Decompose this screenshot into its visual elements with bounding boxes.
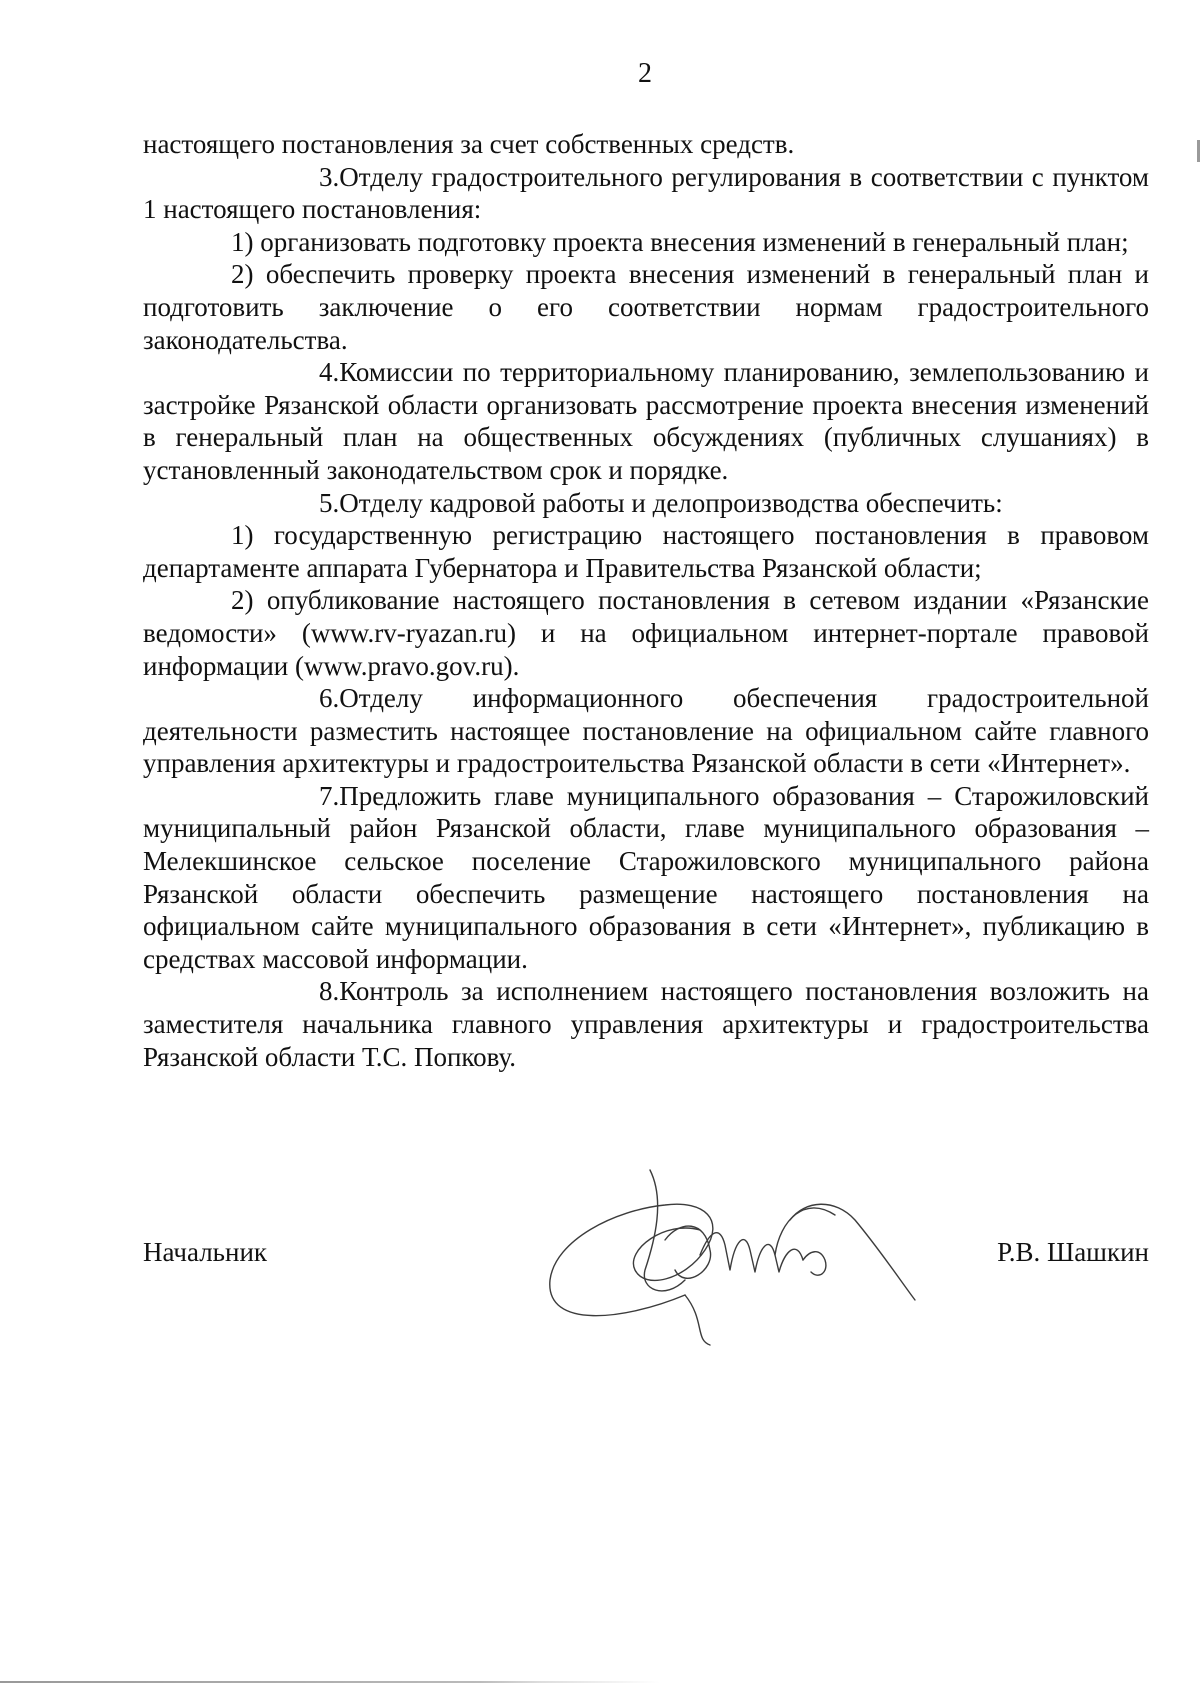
paragraph-subitem-3-1: [143, 226, 1149, 259]
paragraph-item-6: [143, 682, 1149, 780]
paragraph-text: 1) организовать подготовку проекта внесения изменений в генеральный план;: [231, 226, 1129, 257]
page-number: 2: [638, 58, 652, 89]
paragraph-number: 3.: [319, 161, 340, 192]
paragraph-subitem-5-2: [143, 584, 1149, 682]
paragraph-subitem-5-1: [143, 519, 1149, 584]
paragraph-text: 1) государственную регистрацию настоящего постановления в правовом департаменте аппарата Губернатора и Правительства Рязанской области;: [143, 520, 1149, 583]
paragraph-continuation: [143, 128, 1149, 161]
signatory-name: Р.В. Шашкин: [997, 1237, 1149, 1267]
paragraph-text: 2) обеспечить проверку проекта внесения изменений в генеральный план и подготовить заключение о его соответствии нормам градостроительного законодательства.: [143, 259, 1149, 355]
scan-artifact-bottom: [0, 1681, 1200, 1683]
paragraph-number: 7.: [319, 780, 340, 811]
paragraph-number: 6.: [319, 683, 340, 714]
paragraph-number: 8.: [319, 976, 340, 1007]
paragraph-text: Комиссии по территориальному планированию, землепользованию и застройке Рязанской области организовать рассмотрение проекта внесения изменений в генеральный план на общественных обсуждениях (публичных слушаниях) в установленный законодательством срок и порядке.: [143, 357, 1149, 485]
paragraph-item-4: [143, 356, 1149, 486]
paragraph-item-8: [143, 975, 1149, 1073]
paragraph-text: Отделу кадровой работы и делопроизводства обеспечить:: [339, 487, 1003, 518]
paragraph-text: Отделу градостроительного регулирования в соответствии с пунктом 1 настоящего постановления:: [143, 161, 1149, 225]
paragraph-item-3: [143, 161, 1149, 226]
document-body: [143, 128, 1149, 1073]
paragraph-text: Контроль за исполнением настоящего постановления возложить на заместителя начальника главного управления архитектуры и градостроительства Рязанской области Т.С. Попкову.: [143, 976, 1149, 1072]
handwritten-signature: [535, 1160, 925, 1350]
paragraph-text: настоящего постановления за счет собственных средств.: [143, 129, 795, 159]
signatory-position: Начальник: [143, 1237, 268, 1267]
paragraph-text: Предложить главе муниципального образования – Старожиловский муниципальный район Рязанской области, главе муниципального образования – Мелекшинское сельское поселение Старожиловского муниципального района Рязанской области обеспечить размещение настоящего постановления на официальном сайте муниципального образования в сети «Интернет», публикацию в средствах массовой информации.: [143, 780, 1149, 974]
paragraph-subitem-3-2: [143, 258, 1149, 356]
paragraph-item-7: [143, 780, 1149, 976]
paragraph-text: Отделу информационного обеспечения градостроительной деятельности разместить настоящее постановление на официальном сайте главного управления архитектуры и градостроительства Рязанской области в сети «Интернет».: [143, 683, 1149, 779]
paragraph-item-5: [143, 487, 1149, 520]
paragraph-number: 5.: [319, 487, 340, 518]
paragraph-number: 4.: [319, 357, 340, 388]
paragraph-text: 2) опубликование настоящего постановления в сетевом издании «Рязанские ведомости» (www.rv-ryazan.ru) и на официальном интернет-портале правовой информации (www.pravo.gov.ru).: [143, 585, 1149, 681]
